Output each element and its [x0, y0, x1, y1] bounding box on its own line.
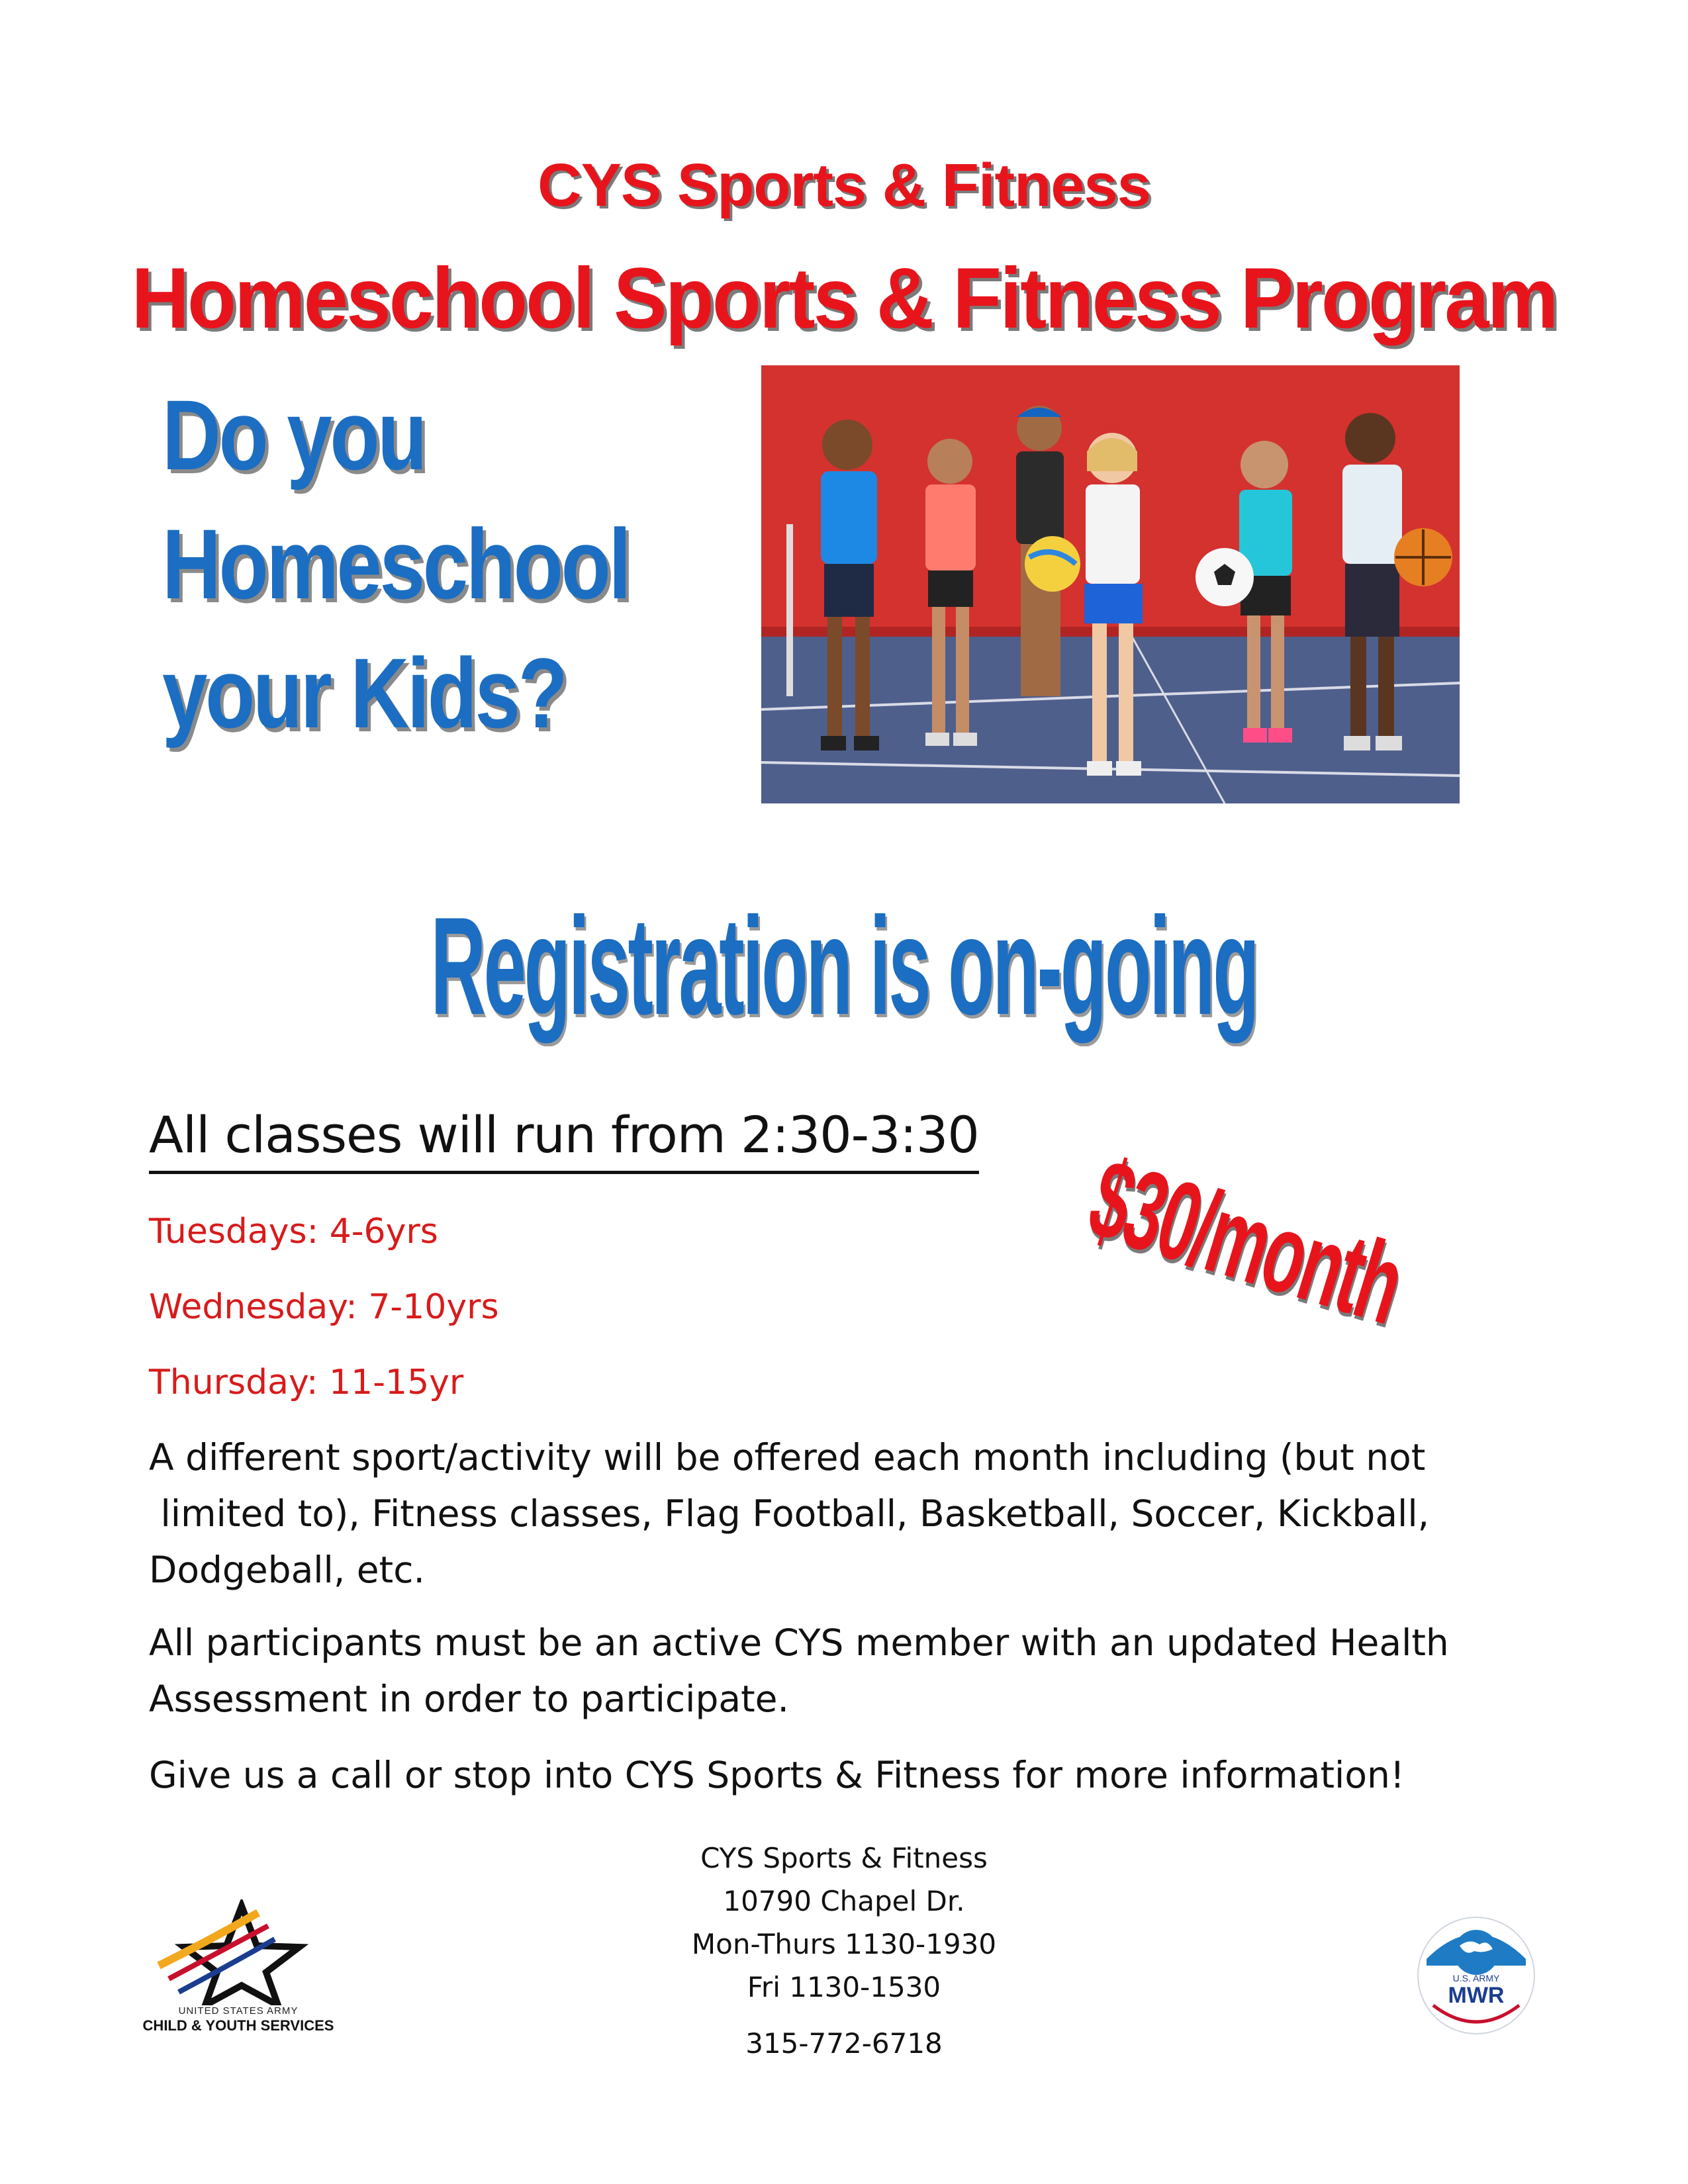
- contact-name: CYS Sports & Fitness: [700, 1842, 988, 1874]
- schedule-day-wednesday: Wednesday: 7-10yrs: [149, 1287, 499, 1327]
- registration-banner: Registration is on-going: [430, 888, 1258, 1044]
- program-title: Homeschool Sports & Fitness Program: [131, 250, 1557, 346]
- cys-logo-big: CHILD & YOUTH SERVICES: [142, 2017, 334, 2034]
- question-line-1: Do you: [162, 379, 426, 490]
- requirement-paragraph: [149, 1615, 1506, 1727]
- question-line-3: your Kids?: [162, 637, 566, 749]
- price-badge: $30/month: [1076, 1135, 1416, 1348]
- contact-phone: 315-772-6718: [745, 2027, 943, 2060]
- contact-address: 10790 Chapel Dr.: [723, 1885, 965, 1917]
- activities-paragraph: [149, 1430, 1506, 1598]
- activities-line-3: Dodgeball, etc.: [149, 1549, 425, 1591]
- activities-line-2: limited to), Fitness classes, Flag Football, Basketball, Soccer, Kickball,: [149, 1492, 1430, 1535]
- contact-hours-friday: Fri 1130-1530: [747, 1971, 941, 2003]
- homeschool-question: [162, 371, 651, 758]
- call-to-action: Give us a call or stop into CYS Sports & Fitness for more information!: [149, 1754, 1405, 1796]
- requirement-line-2: Assessment in order to participate.: [149, 1678, 789, 1720]
- cys-logo-small: UNITED STATES ARMY: [178, 2005, 299, 2017]
- kids-photo: [761, 365, 1460, 803]
- mwr-logo-top: U.S. ARMY: [1452, 1973, 1500, 1983]
- org-title: CYS Sports & Fitness: [538, 152, 1150, 219]
- mwr-logo: [1413, 1913, 1539, 2038]
- contact-hours-weekday: Mon-Thurs 1130-1930: [691, 1928, 997, 1960]
- mwr-logo-main: MWR: [1448, 1983, 1505, 2008]
- cys-logo-text: [119, 2005, 357, 2034]
- question-line-2: Homeschool: [162, 508, 630, 619]
- requirement-line-1: All participants must be an active CYS member with an updated Health: [149, 1621, 1449, 1664]
- schedule-day-tuesday: Tuesdays: 4-6yrs: [149, 1212, 438, 1251]
- schedule-header: All classes will run from 2:30-3:30: [149, 1102, 979, 1174]
- schedule-day-thursday: Thursday: 11-15yr: [149, 1363, 464, 1402]
- activities-line-1: A different sport/activity will be offered each month including (but not: [149, 1436, 1426, 1479]
